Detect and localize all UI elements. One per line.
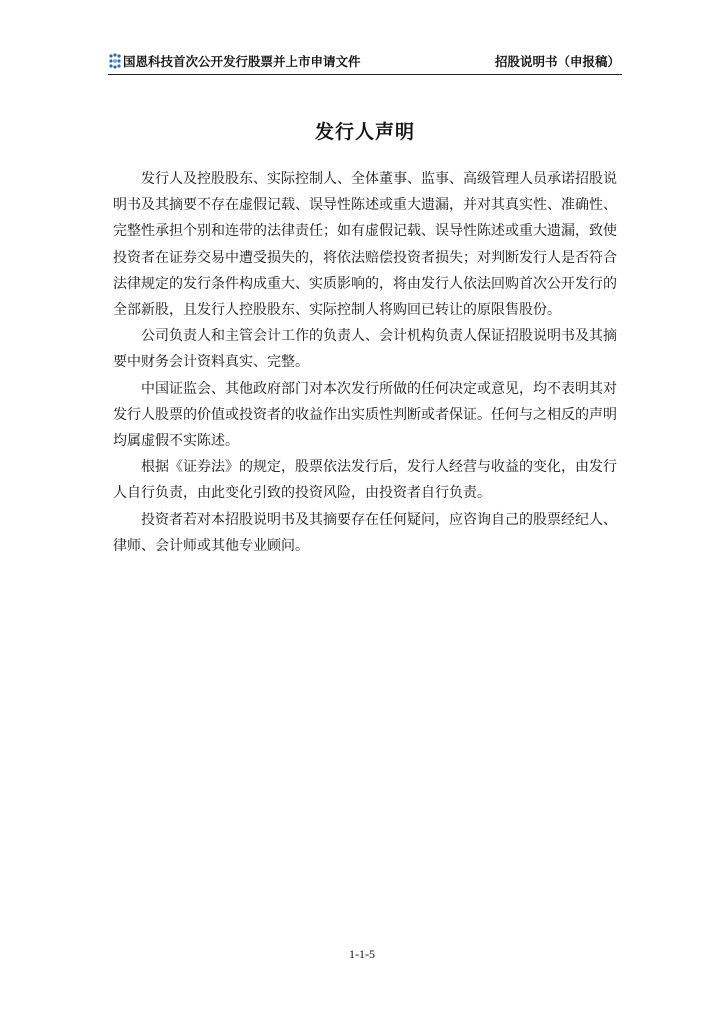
paragraph-financial-assurance: 公司负责人和主管会计工作的负责人、会计机构负责人保证招股说明书及其摘要中财务会计资料真实、完整。 — [113, 328, 617, 371]
page-title: 发行人声明 — [314, 121, 415, 143]
page-header — [108, 52, 622, 75]
paragraph-investor-advice: 投资者若对本招股说明书及其摘要存在任何疑问，应咨询自己的股票经纪人、律师、会计师或其他专业顾问。 — [113, 511, 617, 554]
paragraph-regulator-disclaimer: 中国证监会、其他政府部门对本次发行所做的任何决定或意见，均不表明其对发行人股票的价值或投资者的收益作出实质性判断或者保证。任何与之相反的声明均属虚假不实陈述。 — [113, 380, 617, 450]
paragraph-investment-risk: 根据《证券法》的规定，股票依法发行后，发行人经营与收益的变化，由发行人自行负责，由此变化引致的投资风险，由投资者自行负责。 — [113, 459, 617, 502]
declaration-body — [113, 166, 617, 559]
company-logo-icon — [108, 53, 122, 69]
page-number: 1-1-5 — [349, 947, 375, 961]
header-document-type: 招股说明书（申报稿） — [494, 54, 620, 69]
paragraph-issuer-commitment: 发行人及控股股东、实际控制人、全体董事、监事、高级管理人员承诺招股说明书及其摘要不存在虚假记载、误导性陈述或重大遗漏，并对其真实性、准确性、完整性承担个别和连带的法律责任；如有虚假记载、误导性陈述或重大遗漏，致使投资者在证券交易中遭受损失的，将依法赔偿投资者损失；对判断发行人是否符合法律规定的发行条件构成重大、实质影响的，将由发行人依法回购首次公开发行的全部新股，且发行人控股股东、实际控制人将购回已转让的原限售股份。 — [113, 171, 617, 319]
header-document-title: 国恩科技首次公开发行股票并上市申请文件 — [123, 54, 361, 69]
